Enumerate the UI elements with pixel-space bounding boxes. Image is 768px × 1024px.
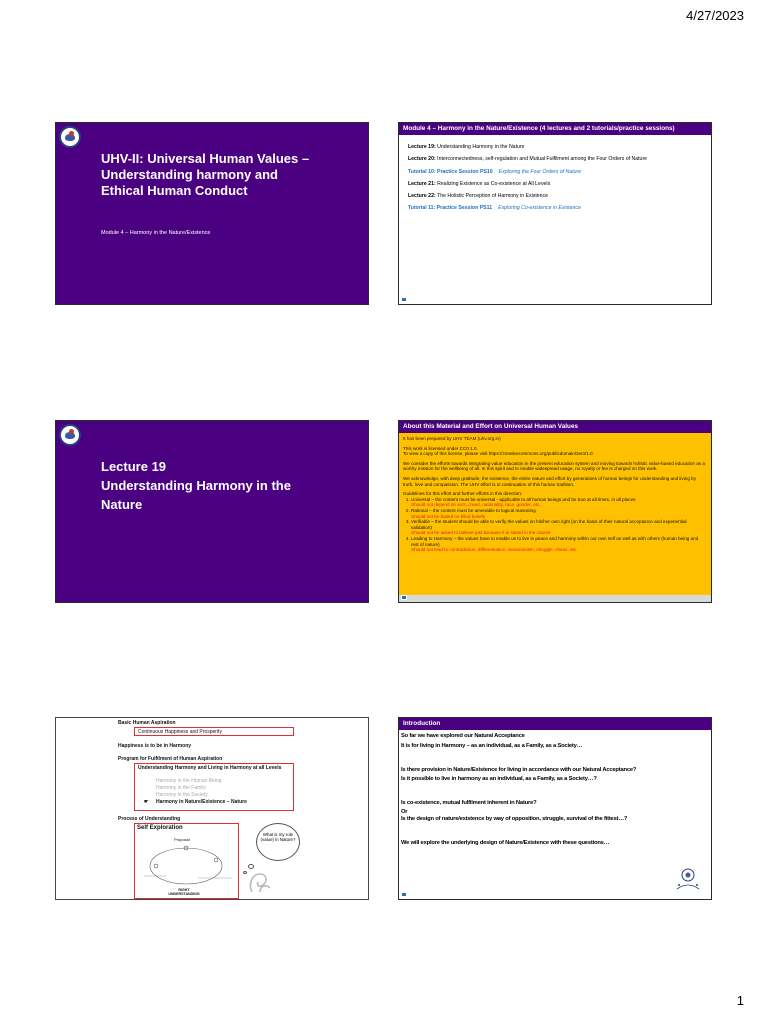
self-exploration-label: Self Exploration (137, 825, 183, 831)
process-label: Process of Understanding (118, 816, 181, 822)
level-nature: Harmony in Nature/Existence – Nature (156, 799, 247, 805)
print-date: 4/27/2023 (686, 8, 744, 23)
introduction-text: So far we have explored our Natural Acceptance It is for living in Harmony – as an individual, as a Family, as a Society… Is there provision in Nature/Existence for living in accordance with our Natural Acceptance? Is it possible to live in harmony as an individual, as a Family, as a Society…? Is co-existence, mutual fulfilment inherent in Nature? Or Is the design of nature/existence by way of opposition, struggle, survival of the fittest…? We will explore the underlying design of Nature/Existence with these questions… (401, 733, 637, 846)
thought-bubble: What is my role (value) in Nature? (256, 823, 300, 861)
slide-aspiration-diagram[interactable] (55, 717, 369, 900)
understanding-label: Understanding Harmony and Living in Harmony at all Levels (138, 765, 282, 771)
level-human-being: Harmony in the Human Being (156, 778, 222, 784)
slide-title: UHV-II: Universal Human Values – Understanding harmony and Ethical Human Conduct (101, 151, 310, 198)
exploration-cycle-diagram (136, 836, 236, 896)
uhv-logo-icon (59, 424, 81, 446)
list-item: Lecture 20: Interconnectedness, self-regulation and Mutual Fulfilment among the Four Orders of Nature (408, 156, 648, 163)
list-item: Tutorial 10: Practice Session PS10 Exploring the Four Orders of Nature (408, 168, 582, 175)
slide-about-material[interactable] (398, 420, 712, 603)
slide-introduction[interactable] (398, 717, 712, 900)
lecture-title: Lecture 19 Understanding Harmony in the Nature (101, 459, 291, 512)
slide-header: Module 4 – Harmony in the Nature/Existence (4 lectures and 2 tutorials/practice sessions) (399, 123, 711, 135)
happiness-label: Happiness is to be in Harmony (118, 743, 192, 749)
thinking-figure-icon (246, 866, 274, 896)
slide-subtitle: Module 4 – Harmony in the Nature/Existence (101, 230, 211, 236)
page-number: 1 (736, 993, 744, 1008)
list-item: Lecture 21: Realizing Existence as Co-existence at All Levels (408, 180, 551, 187)
list-item: Tutorial 11: Practice Session PS11 Exploring Co-existence in Existence (408, 205, 581, 212)
right-understanding-label: RIGHT UNDERSTANDING (168, 888, 200, 896)
slide-nav-icon[interactable] (401, 595, 407, 600)
lecture-list (399, 135, 711, 215)
uhv-logo-icon (59, 126, 81, 148)
about-text: It has been prepared by UHV TEAM (uhv.org.in) This work is licensed under CC0 1.0. To view a copy of this license, please visit https://creativecommons.org/publicdomain/zero/1.0 We consider the efforts towards integrating value education in the present education system and moving towards holistic value-based education as a worthy mission for the wellbeing of all. In this spirit and to enable widespread usage, no royalty or fee is charged on this work. We acknowledge, with deep gratitude, the existence, the entire nature and effort by generations of human beings for understanding and living by truth, love and compassion. The UHV effort is in continuation of this human tradition. Guidelines for this effort and further efforts in this direction: 1. Universal – the content must be universal - applicable to all human beings and be true at all times, in all places Should not depend on sect, creed, nationality, race, gender, etc. 2. Rational – the content must be amenable to logical reasoning Should not be based on blind beliefs 3. Verifiable – the student should be able to verify the values on his/her own right (on the basis of their natural acceptance and experiential validation) Should not be asked to believe just because it is stated in the course 4. Leading to Harmony – the values have to enable us to live in peace and harmony within our own self as well as with others (human being and rest of nature) Should not lead to contradiction, differentiation, sectarianism, struggle, chaos, etc. (399, 433, 711, 596)
list-item: Lecture 19: Understanding Harmony in the Nature (408, 144, 525, 150)
level-family: Harmony in the Family (156, 785, 207, 791)
slide-nav-icon[interactable] (401, 892, 407, 897)
slide-title-module4[interactable] (55, 122, 369, 305)
level-society: Harmony in the Society (156, 792, 208, 798)
list-item: Lecture 22: The Holistic Perception of Harmony in Existence (408, 193, 549, 200)
continuous-happiness-label: Continuous Happiness and Prosperity (138, 729, 222, 735)
pointing-hand-icon: ☛ (144, 799, 149, 805)
program-label: Program for Fulfilment of Human Aspiration (118, 756, 223, 762)
proposal-label: Proposal (174, 837, 190, 842)
slide-lecture-19[interactable] (55, 420, 369, 603)
slide-header: About this Material and Effort on Universal Human Values (399, 421, 711, 433)
basic-aspiration-label: Basic Human Aspiration (118, 720, 176, 726)
slide-header: Introduction (399, 718, 711, 730)
slide-footer (399, 595, 711, 602)
slide-module-contents[interactable] (398, 122, 712, 305)
slide-nav-icon[interactable] (401, 297, 407, 302)
uhv-mascot-icon (673, 865, 703, 893)
